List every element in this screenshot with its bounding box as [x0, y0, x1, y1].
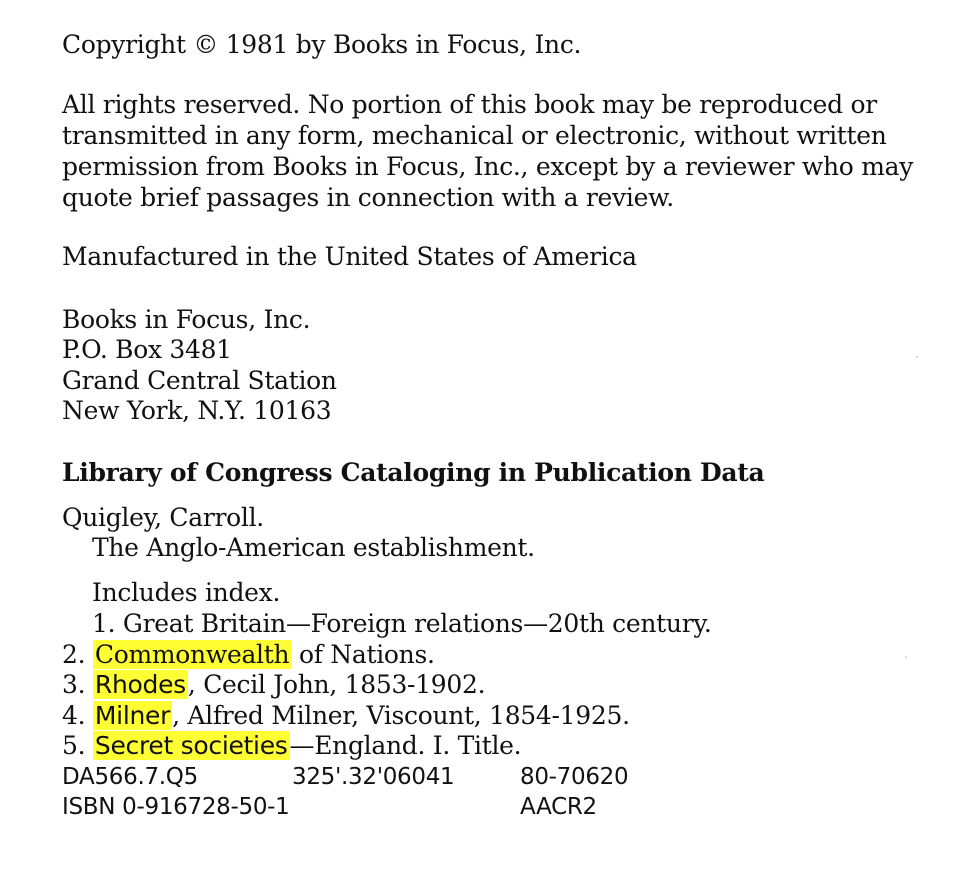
cip-heading: Library of Congress Cataloging in Publication Data [62, 458, 765, 487]
subject-3-rest: , Cecil John, 1853-1902. [187, 670, 486, 699]
lccn-number: 80-70620 [520, 764, 629, 790]
rights-line-4: quote brief passages in connection with a review. [62, 183, 674, 212]
subject-2 [62, 640, 435, 670]
subject-5-rest: —England. I. Title. [289, 731, 522, 760]
highlighted-term-commonwealth: Commonwealth [94, 640, 290, 669]
subject-1: 1. Great Britain—Foreign relations—20th century. [92, 609, 712, 638]
dewey-number: 325'.32'06041 [292, 764, 455, 790]
rights-line-3: permission from Books in Focus, Inc., except by a reviewer who may [62, 152, 914, 181]
cataloging-rules: AACR2 [520, 794, 597, 820]
title-line: The Anglo-American establishment. [92, 533, 535, 562]
highlighted-term-rhodes: Rhodes [94, 670, 186, 699]
lc-classification: DA566.7.Q5 [62, 764, 198, 790]
address-line-2: P.O. Box 3481 [62, 335, 232, 364]
highlighted-term-secret-societies: Secret societies [94, 731, 288, 760]
rights-line-2: transmitted in any form, mechanical or electronic, without written [62, 121, 887, 150]
speck-dot [905, 656, 907, 658]
subject-4 [62, 701, 630, 731]
subject-3-number: 3. [62, 670, 93, 699]
address-line-3: Grand Central Station [62, 366, 337, 395]
subject-3 [62, 670, 485, 700]
speck-dot [916, 356, 918, 358]
manufactured-line: Manufactured in the United States of America [62, 242, 637, 271]
subject-4-rest: , Alfred Milner, Viscount, 1854-1925. [172, 701, 630, 730]
includes-line: Includes index. [92, 578, 281, 607]
rights-line-1: All rights reserved. No portion of this book may be reproduced or [62, 90, 877, 119]
subject-5 [62, 731, 521, 761]
author-line: Quigley, Carroll. [62, 503, 264, 532]
subject-2-rest: of Nations. [291, 640, 435, 669]
subject-5-number: 5. [62, 731, 93, 760]
address-line-1: Books in Focus, Inc. [62, 305, 311, 334]
subject-4-number: 4. [62, 701, 93, 730]
copyright-line: Copyright © 1981 by Books in Focus, Inc. [62, 30, 582, 59]
isbn-number: ISBN 0-916728-50-1 [62, 794, 290, 820]
highlighted-term-milner: Milner [94, 701, 171, 730]
address-line-4: New York, N.Y. 10163 [62, 396, 332, 425]
subject-2-number: 2. [62, 640, 93, 669]
